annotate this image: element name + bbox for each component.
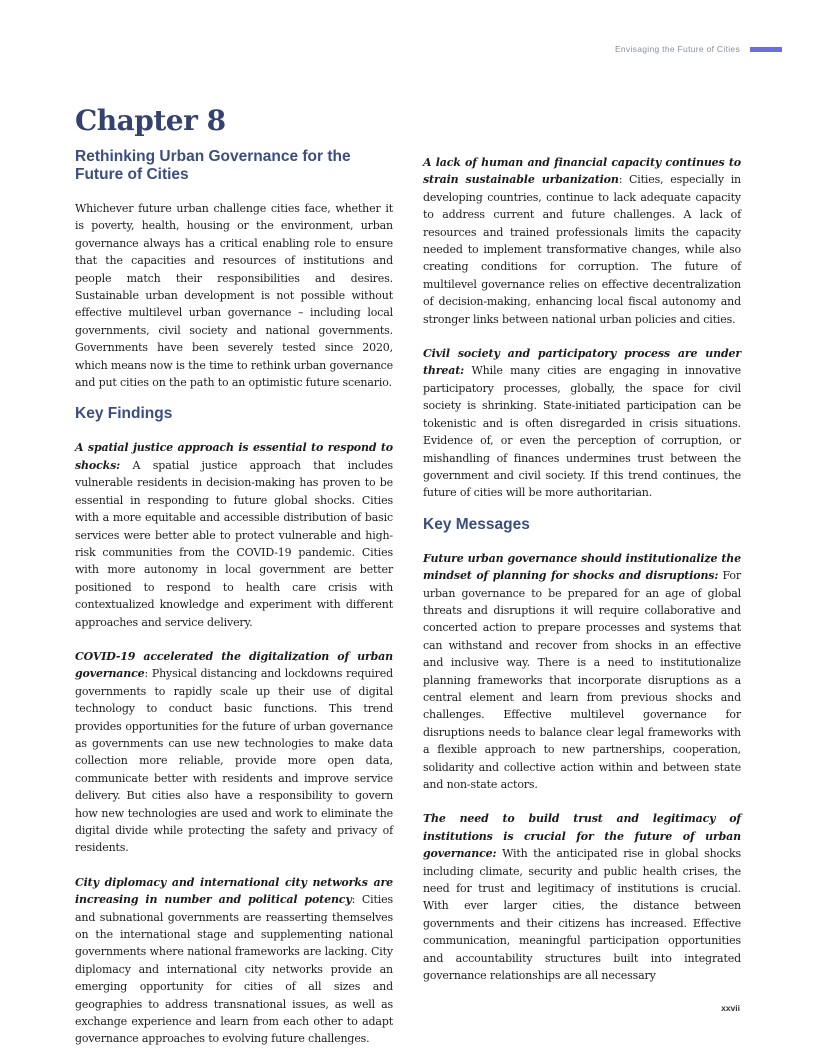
message-lead: Future urban governance should institutionalize the mindset of planning for shocks and disruptions: — [423, 551, 741, 583]
header-accent-bar — [750, 47, 782, 52]
finding-text: While many cities are engaging in innovative participatory processes, globally, the space for civil society is shrinking. State-initiated participation can be tokenistic and is often disregarded in crisis situations. Evidence of, or even the perception of corruption, or mishandling of finances undermines trust between the government and civil society. If this trend continues, the future of cities will be more authoritarian. — [423, 364, 741, 500]
message-paragraph — [423, 550, 741, 794]
finding-lead: A spatial justice approach is essential to respond to shocks: — [75, 441, 393, 472]
message-lead: The need to build trust and legitimacy of institutions is crucial for the future of urban governance: — [423, 812, 741, 861]
message-paragraph — [423, 810, 741, 984]
finding-lead: COVID-19 accelerated the digitalization of urban governance — [75, 649, 393, 681]
message-text: With the anticipated rise in global shocks including climate, security and public health crises, the need for trust and legitimacy of institutions is crucial. With ever larger cities, the distance between governments and their citizens has increased. Effective communication, meaningful participation opportunities and accountability structures built into integrated governance relationships are all necessary — [423, 847, 741, 983]
running-header — [615, 44, 782, 54]
finding-lead: Civil society and participatory process are under threat: — [423, 347, 741, 378]
finding-text: : Cities and subnational governments are reasserting themselves on the international stage and supplementing national governments where national frameworks are lacking. City diplomacy and international city networks provide an emerging opportunity for cities of all sizes and geographies to address transnational issues, as well as exchange experience and learn from each other to adapt governance approaches to evolving future challenges. — [75, 893, 393, 1046]
finding-text: : Physical distancing and lockdowns required governments to rapidly scale up their use of digital technology to conduct basic functions. This trend provides opportunities for the future of urban governance as governments can use new technologies to make data collection more reliable, provide more open data, communicate better with residents and improve service delivery. But cities also have a responsibility to govern how new technologies are used and work to eliminate the digital divide while protecting the safety and privacy of residents. — [75, 667, 393, 855]
key-messages-heading: Key Messages — [423, 515, 530, 533]
chapter-number: Chapter 8 — [75, 104, 226, 137]
finding-lead: City diplomacy and international city networks are increasing in number and political potency — [75, 875, 393, 907]
finding-text: : Cities, especially in developing countries, continue to lack adequate capacity to address current and future challenges. A lack of resources and trained professionals limits the capacity needed to implement transformative changes, while also creating conditions for corruption. The future of multilevel governance relies on effective decentralization of decision-making, enhancing local fiscal autonomy and stronger links between national urban policies and cities. — [423, 173, 741, 326]
message-text: For urban governance to be prepared for an age of global threats and disruptions it will require collaborative and concerted action to prepare processes and systems that can withstand and recover from shocks in an effective and inclusive way. There is a need to institutionalize planning frameworks that incorporate disruptions as a central element and learn from previous shocks and challenges. Effective multilevel governance for disruptions needs to balance clear legal frameworks with a flexible approach to new partnerships, cooperation, solidarity and collective action within and between state and non-state actors. — [423, 569, 741, 791]
key-findings-heading: Key Findings — [75, 405, 173, 423]
finding-text: A spatial justice approach that includes vulnerable residents in decision-making has proven to be essential in responding to future global shocks. Cities with a more equitable and accessible distribution of basic services were better able to protect vulnerable and high-risk communities from the COVID-19 pandemic. Cities with more autonomy in local government are better positioned to respond to health care crisis with contextualized knowledge and experiment with different approaches and service delivery. — [75, 458, 393, 629]
finding-lead: A lack of human and financial capacity continues to strain sustainable urbanization — [423, 156, 741, 187]
right-column — [423, 99, 741, 984]
running-title: Envisaging the Future of Cities — [614, 44, 740, 54]
finding-paragraph — [75, 874, 393, 1048]
finding-paragraph — [75, 439, 393, 630]
finding-paragraph — [423, 154, 741, 328]
left-column — [75, 99, 393, 1048]
finding-paragraph — [423, 345, 741, 502]
finding-paragraph — [75, 648, 393, 857]
page-number: xxvii — [721, 1003, 740, 1013]
intro-paragraph: Whichever future urban challenge cities face, whether it is poverty, health, housing or the environment, urban governance always has a critical enabling role to ensure that the capacities and resources of institutions and people match their responsibilities and desires. Sustainable urban development is not possible without effective multilevel urban governance – including local governments, civil society and national governments. Governments have been severely tested since 2020, which means now is the time to rethink urban governance and put cities on the path to an optimistic future scenario. — [75, 202, 393, 390]
chapter-title: Rethinking Urban Governance for the Future of Cities — [75, 148, 351, 183]
